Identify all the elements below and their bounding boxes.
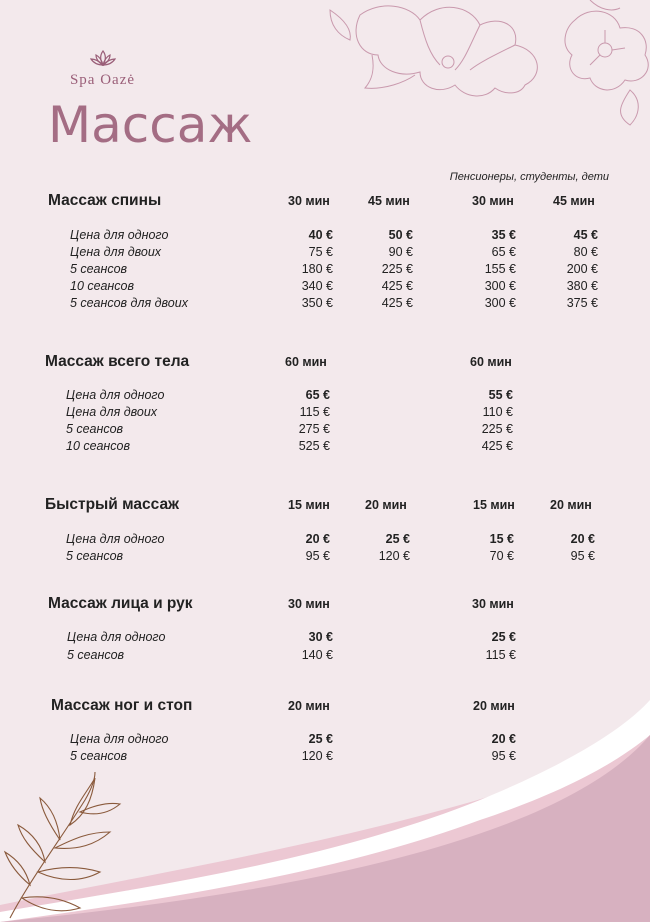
section-title: Массаж всего тела	[45, 353, 190, 370]
flower-illustration	[330, 0, 648, 125]
price-cell: 20 €	[305, 532, 330, 546]
section-title: Массаж спины	[48, 192, 162, 209]
price-cell: 425 €	[381, 279, 413, 293]
price-cell: 80 €	[573, 245, 598, 259]
price-row-label: Цена для одного	[67, 630, 166, 644]
price-cell: 120 €	[301, 749, 333, 763]
duration-label: 20 мин	[288, 699, 330, 713]
section-title: Массаж лица и рук	[48, 595, 193, 612]
duration-label: 45 мин	[553, 194, 595, 208]
duration-label: 15 мин	[288, 498, 330, 512]
page-title: Массаж	[48, 96, 253, 154]
price-row-label: Цена для одного	[66, 388, 165, 402]
price-cell: 65 €	[305, 388, 330, 402]
price-cell: 35 €	[491, 228, 516, 242]
price-cell: 75 €	[308, 245, 333, 259]
duration-label: 60 мин	[285, 355, 327, 369]
price-cell: 110 €	[482, 405, 513, 419]
price-row-label: 10 сеансов	[66, 439, 130, 453]
price-cell: 40 €	[308, 228, 333, 242]
price-cell: 25 €	[308, 732, 333, 746]
discount-note: Пенсионеры, студенты, дети	[449, 171, 609, 183]
duration-label: 30 мин	[288, 597, 330, 611]
price-cell: 300 €	[484, 279, 516, 293]
price-row-label: Цена для двоих	[66, 405, 158, 419]
price-cell: 425 €	[481, 439, 513, 453]
duration-label: 20 мин	[473, 699, 515, 713]
price-cell: 90 €	[388, 245, 413, 259]
price-cell: 95 €	[305, 549, 330, 563]
logo-text: Spa Oazė	[69, 72, 136, 88]
price-cell: 45 €	[573, 228, 598, 242]
price-cell: 25 €	[491, 630, 516, 644]
price-cell: 120 €	[378, 549, 410, 563]
price-cell: 50 €	[388, 228, 413, 242]
price-cell: 25 €	[385, 532, 410, 546]
price-cell: 525 €	[298, 439, 330, 453]
price-cell: 20 €	[491, 732, 516, 746]
price-row-label: Цена для одного	[66, 532, 165, 546]
lotus-icon	[90, 50, 116, 66]
price-cell: 140 €	[301, 648, 333, 662]
duration-label: 45 мин	[368, 194, 410, 208]
price-cell: 65 €	[491, 245, 516, 259]
price-row-label: Цена для одного	[70, 732, 169, 746]
price-row-label: Цена для двоих	[70, 245, 162, 259]
price-row-label: 5 сеансов для двоих	[70, 296, 188, 310]
price-row-label: 5 сеансов	[67, 648, 125, 662]
price-cell: 30 €	[308, 630, 333, 644]
price-cell: 180 €	[301, 262, 333, 276]
price-cell: 200 €	[566, 262, 598, 276]
duration-label: 60 мин	[470, 355, 512, 369]
price-row-label: 5 сеансов	[70, 262, 128, 276]
duration-label: 30 мин	[472, 597, 514, 611]
price-cell: 375 €	[566, 296, 598, 310]
price-cell: 425 €	[381, 296, 413, 310]
price-row-label: Цена для одного	[70, 228, 169, 242]
price-cell: 115 €	[485, 648, 516, 662]
price-cell: 70 €	[489, 549, 514, 563]
duration-label: 30 мин	[472, 194, 514, 208]
price-row-label: 10 сеансов	[70, 279, 134, 293]
price-cell: 55 €	[488, 388, 513, 402]
price-row-label: 5 сеансов	[66, 549, 124, 563]
duration-label: 20 мин	[365, 498, 407, 512]
price-cell: 380 €	[566, 279, 598, 293]
price-cell: 95 €	[570, 549, 595, 563]
price-cell: 225 €	[481, 422, 513, 436]
duration-label: 20 мин	[550, 498, 592, 512]
price-row-label: 5 сеансов	[70, 749, 128, 763]
price-cell: 115 €	[299, 405, 330, 419]
price-cell: 95 €	[491, 749, 516, 763]
price-cell: 275 €	[298, 422, 330, 436]
price-cell: 20 €	[570, 532, 595, 546]
section-title: Массаж ног и стоп	[51, 697, 193, 714]
price-cell: 340 €	[301, 279, 333, 293]
duration-label: 15 мин	[473, 498, 515, 512]
price-cell: 225 €	[381, 262, 413, 276]
duration-label: 30 мин	[288, 194, 330, 208]
brand-logo	[55, 50, 150, 89]
price-cell: 300 €	[484, 296, 516, 310]
price-cell: 155 €	[484, 262, 516, 276]
price-row-label: 5 сеансов	[66, 422, 124, 436]
price-cell: 350 €	[301, 296, 333, 310]
price-cell: 15 €	[489, 532, 514, 546]
section-title: Быстрый массаж	[45, 496, 180, 513]
